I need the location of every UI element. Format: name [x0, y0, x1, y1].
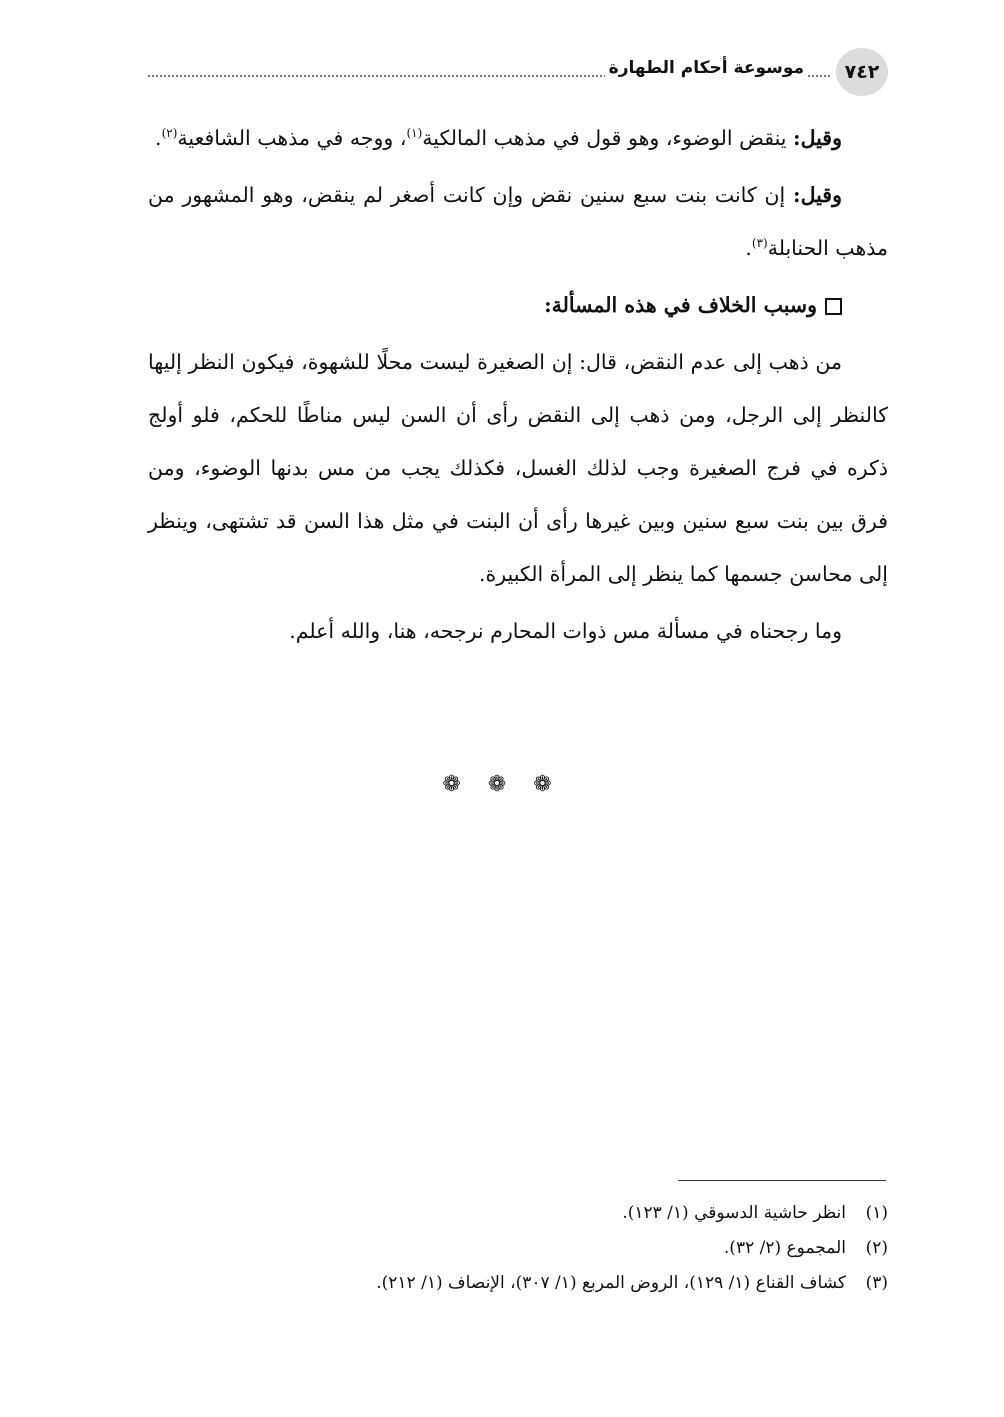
- paragraph-hanbali: [148, 169, 888, 275]
- square-bullet-icon: [825, 298, 842, 315]
- paragraph-maliki-shafii: [148, 112, 888, 165]
- qila-label: وقيل:: [793, 183, 842, 207]
- qila-label: وقيل:: [793, 126, 842, 150]
- footnote-item: [148, 1231, 888, 1266]
- footnote-text: انظر حاشية الدسوقي (١/ ١٢٣).: [622, 1203, 846, 1223]
- section-heading-text: وسبب الخلاف في هذه المسألة:: [544, 293, 817, 317]
- footnote-text: المجموع (٢/ ٣٢).: [723, 1238, 846, 1258]
- paragraph-end: .: [155, 126, 162, 150]
- footnote-number: (١): [865, 1203, 888, 1223]
- footnote-number: (٣): [865, 1273, 888, 1293]
- footnote-rule: [678, 1180, 886, 1181]
- book-title: موسوعة أحكام الطهارة: [605, 58, 808, 78]
- page-header: [148, 48, 888, 98]
- paragraph-end: .: [745, 236, 752, 260]
- conclusion-paragraph: وما رجحناه في مسألة مس ذوات المحارم نرجحه، هنا، والله أعلم.: [289, 619, 842, 643]
- paragraph-text: ينقض الوضوء، وهو قول في مذهب المالكية: [422, 126, 794, 150]
- section-separator: ❁ ❁ ❁: [442, 772, 562, 797]
- paragraph-text: إن كانت بنت سبع سنين نقض وإن كانت أصغر لم ينقض، وهو المشهور من مذهب الحنابلة: [148, 183, 888, 260]
- footnote-item: [148, 1266, 888, 1301]
- footnote-number: (٢): [865, 1238, 888, 1258]
- section-body: من ذهب إلى عدم النقض، قال: إن الصغيرة ليست محلًا للشهوة، فيكون النظر إليها كالنظر إلى الرجل، ومن ذهب إلى النقض رأى أن السن ليس مناطًا للحكم، فلو أولج ذكره في فرج الصغيرة وجب لذلك الغسل، فكذلك يجب من مس بدنها الوضوء، ومن فرق بين بنت سبع سنين وبين غيرها رأى أن البنت في مثل هذا السن قد تشتهى، وينظر إلى محاسن جسمها كما ينظر إلى المرأة الكبيرة.: [148, 350, 888, 586]
- footnote-item: [148, 1196, 888, 1231]
- main-text: [148, 112, 888, 662]
- footnote-ref-3[interactable]: (٣): [751, 236, 768, 251]
- footnotes: [148, 1196, 888, 1301]
- footnote-ref-1[interactable]: (١): [406, 126, 423, 141]
- page-number: ٧٤٢: [836, 48, 888, 96]
- footnote-ref-2[interactable]: (٢): [161, 126, 178, 141]
- paragraph-text: ، ووجه في مذهب الشافعية: [177, 126, 407, 150]
- section-heading: [148, 279, 888, 332]
- footnote-text: كشاف القناع (١/ ١٢٩)، الروض المربع (١/ ٣٠٧)، الإنصاف (١/ ٢١٢).: [376, 1273, 846, 1293]
